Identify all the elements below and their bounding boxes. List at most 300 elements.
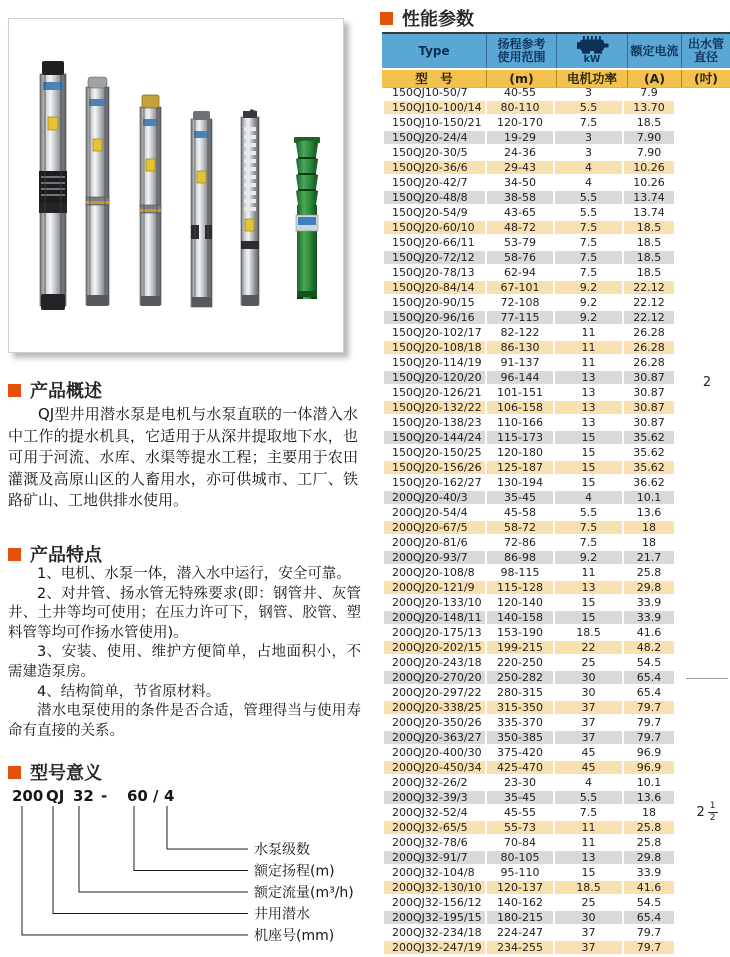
feature-item: 潜水电泵使用的条件是否合适，管理得当与使用寿命有直接的关系。 [8, 703, 361, 739]
table-row [384, 161, 674, 174]
power-cell: 18.5 [576, 626, 601, 639]
power-cell: 13 [555, 851, 622, 864]
power-cell: 25 [581, 896, 596, 909]
table-row [384, 356, 674, 369]
power-cell: 15 [581, 446, 596, 459]
model-cell: 200QJ32-52/4 [392, 806, 468, 819]
leader-line-series [53, 806, 248, 914]
table-row [384, 416, 674, 429]
current-cell: 41.6 [636, 626, 662, 639]
model-cell: 200QJ20-148/11 [384, 611, 485, 624]
power-cell: 4 [555, 161, 622, 174]
current-cell: 65.4 [624, 671, 674, 684]
outlet-diameter-column [686, 86, 728, 946]
performance-title: 性能参数 [402, 9, 474, 30]
code-flow: 32 [73, 787, 94, 805]
header-inch-unit: (吋) [694, 70, 718, 86]
head-range-cell: 48-72 [487, 221, 553, 234]
current-cell: 30.87 [624, 401, 674, 414]
power-cell: 15 [555, 611, 622, 624]
table-row [384, 596, 674, 609]
head-range-cell: 35-45 [487, 491, 553, 504]
power-cell: 7.5 [555, 221, 622, 234]
model-cell: 200QJ20-175/13 [392, 626, 482, 639]
table-row [384, 926, 674, 939]
power-cell: 7.5 [579, 116, 598, 129]
power-cell: 3 [585, 86, 592, 99]
current-cell: 65.4 [636, 686, 662, 699]
table-row [384, 491, 674, 504]
current-cell: 54.5 [636, 896, 662, 909]
power-cell: 3 [585, 146, 592, 159]
current-cell: 18.5 [636, 116, 662, 129]
power-cell: 7.5 [579, 236, 598, 249]
table-row [384, 611, 674, 624]
model-cell: 200QJ20-338/25 [384, 701, 485, 714]
code-frame: 200 [12, 787, 44, 805]
table-row [384, 566, 674, 579]
power-cell: 5.5 [555, 101, 622, 114]
table-row [384, 326, 674, 339]
model-meaning-heading [8, 759, 102, 785]
power-cell: 4 [555, 491, 622, 504]
head-range-cell: 425-470 [487, 761, 553, 774]
current-cell: 33.9 [636, 866, 662, 879]
power-cell: 5.5 [555, 791, 622, 804]
current-cell: 18.5 [636, 266, 662, 279]
model-cell: 150QJ20-42/7 [392, 176, 468, 189]
model-cell: 200QJ20-270/20 [384, 671, 485, 684]
current-cell: 35.62 [624, 461, 674, 474]
performance-table-header [382, 32, 730, 88]
head-range-cell: 23-30 [504, 776, 536, 789]
head-range-cell: 110-166 [497, 416, 543, 429]
power-cell: 9.2 [579, 296, 598, 309]
table-row [384, 791, 674, 804]
model-cell: 150QJ20-66/11 [392, 236, 475, 249]
current-cell: 18.5 [624, 221, 674, 234]
model-cell: 150QJ20-144/24 [384, 431, 485, 444]
table-row [384, 191, 674, 204]
model-cell: 200QJ20-67/5 [384, 521, 485, 534]
overview-title: 产品概述 [30, 381, 102, 402]
header-rated-current: 额定电流 [628, 34, 682, 68]
table-row [384, 716, 674, 729]
code-slash: / [153, 787, 159, 805]
head-range-cell: 140-162 [497, 896, 543, 909]
current-cell: 79.7 [636, 716, 662, 729]
power-cell: 5.5 [579, 206, 598, 219]
table-row [384, 221, 674, 234]
table-row [384, 761, 674, 774]
head-range-cell: 280-315 [497, 686, 543, 699]
head-range-cell: 115-128 [487, 581, 553, 594]
head-range-cell: 72-108 [500, 296, 540, 309]
power-cell: 9.2 [555, 311, 622, 324]
current-cell: 96.9 [624, 761, 674, 774]
head-range-cell: 80-105 [487, 851, 553, 864]
power-cell: 37 [555, 941, 622, 954]
head-range-cell: 58-76 [487, 251, 553, 264]
table-row [384, 776, 674, 789]
head-range-cell: 45-55 [504, 806, 536, 819]
model-cell: 150QJ10-50/7 [392, 86, 468, 99]
current-cell: 7.9 [640, 86, 658, 99]
power-cell: 18.5 [555, 881, 622, 894]
model-cell: 200QJ20-121/9 [384, 581, 485, 594]
code-dash: - [101, 787, 108, 805]
model-cell: 200QJ20-202/15 [384, 641, 485, 654]
table-row [384, 911, 674, 924]
head-range-cell: 34-50 [504, 176, 536, 189]
power-cell: 37 [555, 731, 622, 744]
model-cell: 200QJ20-243/18 [392, 656, 482, 669]
power-cell: 15 [581, 596, 596, 609]
current-cell: 21.7 [624, 551, 674, 564]
current-cell: 25.8 [636, 836, 662, 849]
model-cell: 200QJ32-39/3 [384, 791, 485, 804]
performance-heading [380, 5, 474, 31]
power-cell: 37 [581, 716, 596, 729]
head-range-cell: 53-79 [504, 236, 536, 249]
current-cell: 18.5 [624, 251, 674, 264]
power-cell: 15 [581, 866, 596, 879]
head-range-cell: 125-187 [487, 461, 553, 474]
head-range-cell: 70-84 [504, 836, 536, 849]
feature-item: 2、对井管、扬水管无特殊要求(即：钢管井、灰管井、土井等均可使用；在压力许可下，钢管、胶管、塑料管等均可作扬水管使用)。 [8, 585, 361, 641]
table-row [384, 386, 674, 399]
table-row [384, 266, 674, 279]
table-row [384, 296, 674, 309]
head-range-cell: 96-144 [487, 371, 553, 384]
code-head: 60 [127, 787, 148, 805]
table-row [384, 506, 674, 519]
outlet-group-2half-inch [686, 679, 728, 946]
model-cell: 200QJ32-104/8 [392, 866, 475, 879]
model-cell: 200QJ32-65/5 [384, 821, 485, 834]
current-cell: 26.28 [633, 356, 665, 369]
model-cell: 150QJ20-48/8 [384, 191, 485, 204]
table-row [384, 671, 674, 684]
pump-2 [86, 77, 109, 306]
model-cell: 150QJ20-24/4 [384, 131, 485, 144]
current-cell: 10.1 [636, 776, 662, 789]
current-cell: 7.90 [624, 131, 674, 144]
head-range-cell: 101-151 [497, 386, 543, 399]
head-range-cell: 95-110 [500, 866, 540, 879]
feature-item: 3、安装、使用、维护方便简单，占地面积小，不需建造泵房。 [8, 644, 361, 680]
head-range-cell: 80-110 [487, 101, 553, 114]
model-cell: 200QJ20-350/26 [392, 716, 482, 729]
head-range-cell: 115-173 [487, 431, 553, 444]
orange-square-bullet [8, 384, 21, 397]
power-cell: 37 [581, 926, 596, 939]
label-pump-stages: 水泵级数 [254, 842, 310, 858]
power-cell: 15 [581, 476, 596, 489]
current-cell: 13.70 [624, 101, 674, 114]
model-cell: 150QJ20-78/13 [392, 266, 475, 279]
current-cell: 79.7 [624, 731, 674, 744]
overview-paragraph: QJ型井用潜水泵是电机与水泵直联的一体潜入水中工作的提水机具，它适用于从深井提取地下水，也可用于河流、水库、水渠等提水工程；主要用于农田灌溉及高原山区的人畜用水，亦可供城市、工厂、铁路矿山、工地供排水使用。 [8, 405, 358, 509]
head-range-cell: 315-350 [487, 701, 553, 714]
head-range-cell: 234-255 [487, 941, 553, 954]
head-range-cell: 67-101 [487, 281, 553, 294]
model-cell: 150QJ20-72/12 [384, 251, 485, 264]
head-range-cell: 98-115 [500, 566, 540, 579]
power-cell: 13 [555, 401, 622, 414]
current-cell: 26.28 [624, 341, 674, 354]
head-range-cell: 153-190 [497, 626, 543, 639]
header-head-range: 扬程参考 使用范围 [487, 34, 557, 68]
table-row [384, 446, 674, 459]
head-range-cell: 220-250 [497, 656, 543, 669]
table-row [384, 146, 674, 159]
power-cell: 7.5 [579, 266, 598, 279]
model-cell: 150QJ20-114/19 [392, 356, 482, 369]
current-cell: 79.7 [624, 941, 674, 954]
current-cell: 48.2 [624, 641, 674, 654]
performance-table [382, 84, 676, 956]
model-cell: 150QJ20-60/10 [384, 221, 485, 234]
head-range-cell: 120-180 [497, 446, 543, 459]
head-range-cell: 350-385 [487, 731, 553, 744]
table-row [384, 101, 674, 114]
current-cell: 18 [642, 806, 656, 819]
table-row [384, 626, 674, 639]
features-heading [8, 541, 102, 567]
model-cell: 150QJ20-150/25 [392, 446, 482, 459]
table-row [384, 371, 674, 384]
table-row [384, 431, 674, 444]
power-cell: 15 [555, 461, 622, 474]
power-cell: 37 [555, 701, 622, 714]
model-cell: 200QJ20-81/6 [392, 536, 468, 549]
model-cell: 150QJ20-96/16 [384, 311, 485, 324]
power-cell: 11 [581, 326, 596, 339]
model-cell: 200QJ20-297/22 [392, 686, 482, 699]
head-range-cell: 19-29 [487, 131, 553, 144]
model-cell: 150QJ20-54/9 [392, 206, 468, 219]
head-range-cell: 82-122 [500, 326, 540, 339]
model-cell: 150QJ20-90/15 [392, 296, 475, 309]
orange-square-bullet [8, 766, 21, 779]
current-cell: 13.6 [624, 791, 674, 804]
head-range-cell: 77-115 [487, 311, 553, 324]
power-cell: 11 [581, 356, 596, 369]
model-cell: 200QJ32-26/2 [392, 776, 468, 789]
table-row [384, 311, 674, 324]
power-cell: 7.5 [555, 251, 622, 264]
table-row [384, 236, 674, 249]
model-cell: 200QJ32-195/15 [384, 911, 485, 924]
power-cell: 45 [581, 746, 596, 759]
current-cell: 18 [624, 521, 674, 534]
model-cell: 150QJ20-126/21 [392, 386, 482, 399]
power-cell: 13 [581, 416, 596, 429]
overview-heading [8, 377, 102, 403]
power-cell: 11 [581, 566, 596, 579]
power-cell: 25 [581, 656, 596, 669]
power-cell: 5.5 [579, 506, 598, 519]
model-cell: 150QJ20-138/23 [392, 416, 482, 429]
header-meters-unit: (m) [487, 70, 557, 87]
model-cell: 200QJ20-54/4 [392, 506, 468, 519]
feature-item: 4、结构简单，节省原材料。 [37, 683, 221, 700]
label-frame-size: 机座号(mm) [254, 928, 335, 944]
model-cell: 200QJ20-108/8 [392, 566, 475, 579]
current-cell: 10.1 [624, 491, 674, 504]
head-range-cell: 250-282 [487, 671, 553, 684]
table-row [384, 536, 674, 549]
current-cell: 79.7 [636, 926, 662, 939]
power-cell: 15 [555, 431, 622, 444]
header-motor-power [557, 34, 628, 68]
head-range-cell: 62-94 [504, 266, 536, 279]
model-cell: 150QJ20-30/5 [392, 146, 468, 159]
power-cell: 7.5 [579, 536, 598, 549]
model-cell: 200QJ20-400/30 [392, 746, 482, 759]
table-row [384, 686, 674, 699]
model-cell: 150QJ20-102/17 [392, 326, 482, 339]
head-range-cell: 72-86 [504, 536, 536, 549]
power-cell: 11 [555, 821, 622, 834]
table-row [384, 806, 674, 819]
current-cell: 25.8 [636, 566, 662, 579]
power-cell: 7.5 [555, 521, 622, 534]
table-row [384, 896, 674, 909]
power-cell: 30 [555, 671, 622, 684]
table-row [384, 341, 674, 354]
model-cell: 150QJ20-84/14 [384, 281, 485, 294]
features-list [8, 565, 361, 741]
header-type: Type [382, 34, 487, 68]
power-cell: 11 [581, 836, 596, 849]
table-row [384, 521, 674, 534]
table-row [384, 656, 674, 669]
orange-square-bullet [380, 12, 393, 25]
head-range-cell: 86-98 [487, 551, 553, 564]
outlet-fraction: $\frac{1}{2}$ [709, 801, 716, 823]
head-range-cell: 224-247 [497, 926, 543, 939]
power-cell: 13 [555, 371, 622, 384]
leader-line-head [134, 806, 248, 871]
head-range-cell: 106-158 [487, 401, 553, 414]
power-cell: 9.2 [555, 281, 622, 294]
current-cell: 30.87 [633, 416, 665, 429]
table-row [384, 551, 674, 564]
power-cell: 11 [555, 341, 622, 354]
table-row [384, 836, 674, 849]
power-cell: 13 [555, 581, 622, 594]
power-cell: 13 [581, 386, 596, 399]
current-cell: 22.12 [624, 311, 674, 324]
label-rated-flow: 额定流量(m³/h) [254, 885, 354, 901]
pump-6 [294, 137, 320, 299]
table-row [384, 131, 674, 144]
head-range-cell: 91-137 [500, 356, 540, 369]
table-row [384, 476, 674, 489]
model-cell: 200QJ32-247/19 [384, 941, 485, 954]
model-cell: 200QJ20-363/27 [384, 731, 485, 744]
table-row [384, 731, 674, 744]
current-cell: 26.28 [633, 326, 665, 339]
current-cell: 29.8 [624, 851, 674, 864]
features-title: 产品特点 [30, 545, 102, 566]
model-cell: 200QJ32-156/12 [392, 896, 482, 909]
current-cell: 13.74 [633, 206, 665, 219]
model-cell: 150QJ20-156/26 [384, 461, 485, 474]
outlet-value-2: 2 [702, 374, 712, 390]
current-cell: 33.9 [624, 611, 674, 624]
head-range-cell: 43-65 [504, 206, 536, 219]
power-cell: 30 [555, 911, 622, 924]
kw-unit: kW [583, 54, 601, 65]
current-cell: 25.8 [624, 821, 674, 834]
table-row [384, 86, 674, 99]
table-row [384, 701, 674, 714]
head-range-cell: 199-215 [487, 641, 553, 654]
current-cell: 18 [642, 536, 656, 549]
feature-item: 1、电机、水泵一体，潜入水中运行，安全可靠。 [37, 566, 351, 582]
power-cell: 5.5 [555, 191, 622, 204]
table-row [384, 821, 674, 834]
model-cell: 200QJ20-93/7 [384, 551, 485, 564]
model-cell: 150QJ20-108/18 [384, 341, 485, 354]
table-row [384, 281, 674, 294]
current-cell: 13.74 [624, 191, 674, 204]
header-outlet-diameter: 出水管 直径 [687, 37, 724, 64]
label-rated-head: 额定扬程(m) [254, 863, 335, 880]
head-range-cell: 130-194 [497, 476, 543, 489]
model-cell: 200QJ32-78/6 [392, 836, 468, 849]
head-range-cell: 38-58 [487, 191, 553, 204]
label-well-submersible: 井用潜水 [254, 906, 310, 923]
table-row [384, 401, 674, 414]
power-cell: 45 [555, 761, 622, 774]
current-cell: 41.6 [624, 881, 674, 894]
table-row [384, 581, 674, 594]
header-amps-unit: (A) [628, 70, 682, 87]
current-cell: 7.90 [636, 146, 662, 159]
power-cell: 22 [555, 641, 622, 654]
head-range-cell: 35-45 [487, 791, 553, 804]
head-range-cell: 335-370 [497, 716, 543, 729]
current-cell: 35.62 [624, 431, 674, 444]
model-cell: 200QJ32-130/10 [384, 881, 485, 894]
outlet-whole: 2 [696, 805, 705, 820]
table-row [384, 461, 674, 474]
current-cell: 36.62 [633, 476, 665, 489]
current-cell: 13.6 [636, 506, 662, 519]
pump-3 [140, 95, 161, 306]
head-range-cell: 40-55 [504, 86, 536, 99]
power-cell: 3 [555, 131, 622, 144]
model-meaning-title: 型号意义 [30, 763, 102, 784]
current-cell: 18.5 [636, 236, 662, 249]
power-cell: 4 [585, 176, 592, 189]
code-stages: 4 [164, 787, 175, 805]
pumps-illustration [9, 19, 343, 352]
product-photo [8, 18, 344, 353]
head-range-cell: 86-130 [487, 341, 553, 354]
head-range-cell: 45-58 [504, 506, 536, 519]
model-cell: 200QJ32-91/7 [384, 851, 485, 864]
current-cell: 79.7 [624, 701, 674, 714]
table-row [384, 941, 674, 954]
outlet-group-2inch [686, 86, 728, 679]
head-range-cell: 375-420 [497, 746, 543, 759]
head-range-cell: 55-73 [487, 821, 553, 834]
